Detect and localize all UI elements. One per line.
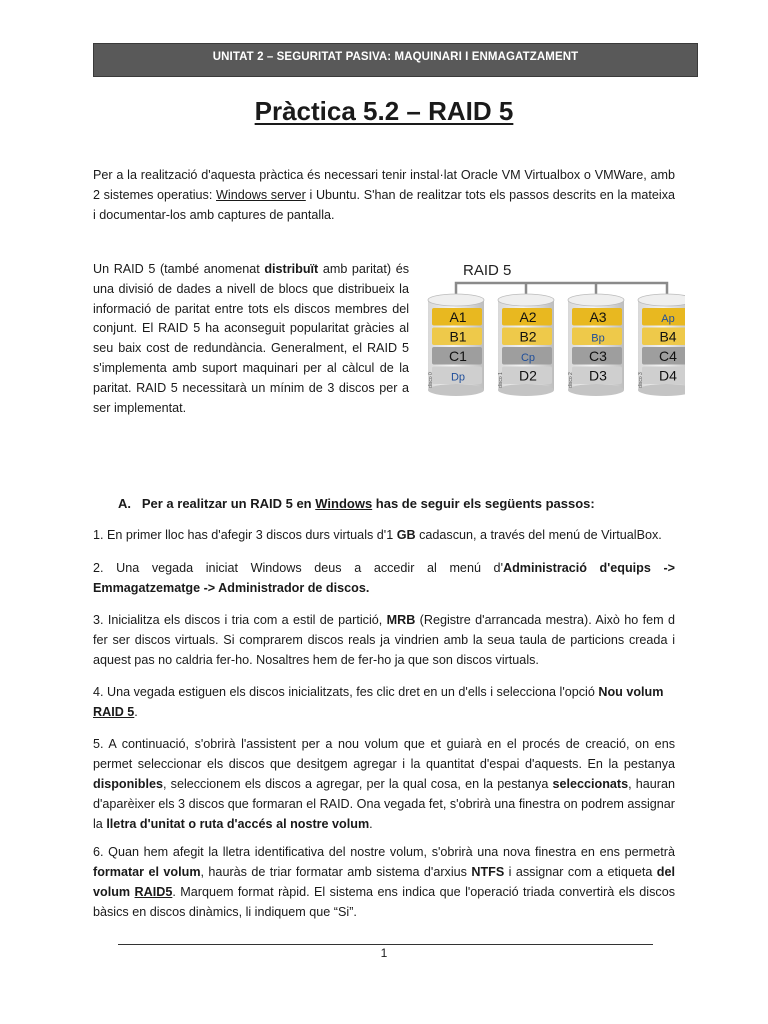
step-6-bold-4: RAID5 [134, 885, 173, 899]
disk-group [428, 294, 685, 396]
disk-cell-label: A2 [519, 309, 537, 325]
step-3-text-1: 3. Inicialitza els discos i tria com a estil de partició, [93, 613, 387, 627]
step-2 [93, 558, 675, 598]
section-a-heading [118, 494, 678, 514]
page-number: 1 [380, 946, 388, 960]
section-a-text-2: has de seguir els següents passos: [372, 496, 595, 511]
step-5-text-4: . [369, 817, 373, 831]
step-6-bold-1: formatar el volum [93, 865, 201, 879]
disk-side-label: disco 3 [638, 372, 644, 388]
section-a-text-1: Per a realitzar un RAID 5 en [141, 496, 316, 511]
page-title [0, 96, 768, 127]
footer-rule [118, 944, 653, 945]
disk-top [568, 294, 624, 306]
disk-top [638, 294, 685, 306]
disk-cell-label: Bp [591, 332, 605, 345]
step-1-text-1: 1. En primer lloc has d'afegir 3 discos durs virtuals d'1 [93, 528, 397, 542]
header-text: UNITAT 2 – SEGURITAT PASIVA: MAQUINARI I ENMAGATZAMENT [212, 51, 579, 63]
step-2-text-1: 2. Una vegada iniciat Windows deus a accedir al menú d' [93, 561, 503, 575]
step-5-text-1: 5. A continuació, s'obrirà l'assistent per a nou volum que et guiarà en el procés de creació, on ens permet seleccionar els discos que desitgem agregar i la quantitat d'espai d'aquests. En la pestanya [93, 737, 675, 771]
raid-desc-bold: distribuït [264, 262, 319, 276]
disk-0 [428, 294, 484, 396]
raid-desc-text-1: Un RAID 5 (també anomenat [93, 262, 265, 276]
raid-desc-text-2: amb paritat) és una divisió de dades a nivell de blocs que distribueix la informació de paritat entre tots els discos membres del conjunt. El RAID 5 ha aconseguit popularitat gràcies al seu baix cost de redundància. Generalment, el RAID 5 s'implementa amb suport maquinari per al càlcul de la paritat. RAID 5 necessitarà un mínim de 3 discos per a ser implementat. [93, 262, 409, 415]
disk-cell-label: D4 [659, 367, 677, 384]
raid5-diagram [423, 256, 685, 424]
step-2-bold: Administració d'equips -> Emmagatzematge -> Administrador de discos. [93, 561, 675, 595]
step-4-bold-2: RAID 5 [93, 705, 135, 719]
step-5 [93, 734, 675, 834]
disk-cell-label: Cp [520, 352, 536, 364]
disk-cell-label: Dp [450, 371, 466, 384]
diagram-title: RAID 5 [463, 262, 512, 279]
disk-cell-label: B4 [659, 328, 677, 345]
disk-cell-label: B1 [449, 328, 467, 345]
disk-cell-label: A3 [589, 309, 607, 325]
step-6-bold-3: del volum [93, 865, 675, 899]
raid5-description [93, 260, 409, 418]
intro-text-2: i Ubuntu. S'han de realitzar tots els passos descrits en la mateixa i documentar-los amb captures de pantalla. [93, 188, 676, 222]
disk-top [428, 294, 484, 306]
step-4-text-2: . [134, 705, 138, 719]
step-3-text-2: (Registre d'arrancada mestra). Això ho fem d fer ser discos virtuals. Si comprarem discos reals ja vindrien amb la seua taula de particions creada i aquest pas no caldria fer-ho. Nosaltres hem de fer-ho ja que son discos virtuals. [93, 613, 675, 667]
step-6-text-4: . Marquem format ràpid. El sistema ens indica que l'operació triada convertirà els discos bàsics en discos dinàmics, li indiquem que “Si”. [93, 885, 675, 919]
diagram-connectors [456, 283, 667, 300]
title-text: Pràctica 5.2 – RAID 5 [254, 96, 514, 126]
step-6-text-2: , hauràs de triar formatar amb sistema d'arxius [200, 865, 472, 879]
disk-bottom [568, 384, 624, 396]
windows-server-link: Windows server [216, 188, 306, 202]
step-5-text-3: , hauran d'aparèixer els 3 discos que formaran el RAID. Ona vegada fet, s'obrirà una finestra on podrem assignar la [93, 777, 675, 831]
step-5-text-2: , seleccionem els discos a agregar, per la qual cosa, en la pestanya [162, 777, 553, 791]
step-6-bold-2: NTFS [471, 865, 505, 879]
disk-cell-label: C1 [449, 348, 467, 364]
step-5-bold-3: lletra d'unitat o ruta d'accés al nostre volum [106, 817, 370, 831]
step-5-bold-2: seleccionats [552, 777, 629, 791]
disk-1 [498, 294, 554, 396]
disk-top [498, 294, 554, 306]
step-6 [93, 842, 675, 922]
disk-cell-label: C4 [659, 348, 677, 364]
step-4-bold-1: Nou volum [598, 685, 664, 699]
disk-side-label: disco 0 [428, 372, 434, 388]
disk-3 [638, 294, 685, 396]
disk-cell-label: C3 [589, 348, 607, 364]
disk-cell-label: D2 [519, 367, 537, 384]
document-header [93, 43, 698, 77]
disk-bottom [498, 384, 554, 396]
disk-cell-label: A1 [449, 309, 467, 325]
disk-side-label: disco 2 [568, 372, 574, 388]
disk-bottom [428, 384, 484, 396]
section-a-marker: A. [118, 496, 131, 511]
step-1 [93, 525, 675, 545]
step-3-bold: MRB [386, 613, 416, 627]
step-3 [93, 610, 675, 670]
step-4 [93, 682, 675, 722]
disk-2 [568, 294, 624, 396]
disk-side-label: disco 1 [498, 372, 504, 388]
step-1-bold: GB [396, 528, 416, 542]
intro-paragraph [93, 165, 675, 225]
step-5-bold-1: disponibles [93, 777, 163, 791]
section-a-windows-link: Windows [315, 496, 373, 511]
step-4-text-1: 4. Una vegada estiguen els discos inicialitzats, fes clic dret en un d'ells i selecciona l'opció [93, 685, 599, 699]
disk-cell-label: D3 [589, 367, 607, 384]
step-6-text-3: i assignar com a etiqueta [504, 865, 657, 879]
step-1-text-2: cadascun, a través del menú de VirtualBox. [415, 528, 662, 542]
intro-text-1: Per a la realització d'aquesta pràctica és necessari tenir instal·lat Oracle VM Virtualbox o VMWare, amb 2 sistemes operatius: [93, 168, 675, 202]
disk-cell-label: Ap [661, 313, 675, 325]
step-6-text-1: 6. Quan hem afegit la lletra identificativa del nostre volum, s'obrirà una nova finestra en ens permetrà [93, 845, 675, 859]
disk-cell-label: B2 [519, 328, 537, 345]
